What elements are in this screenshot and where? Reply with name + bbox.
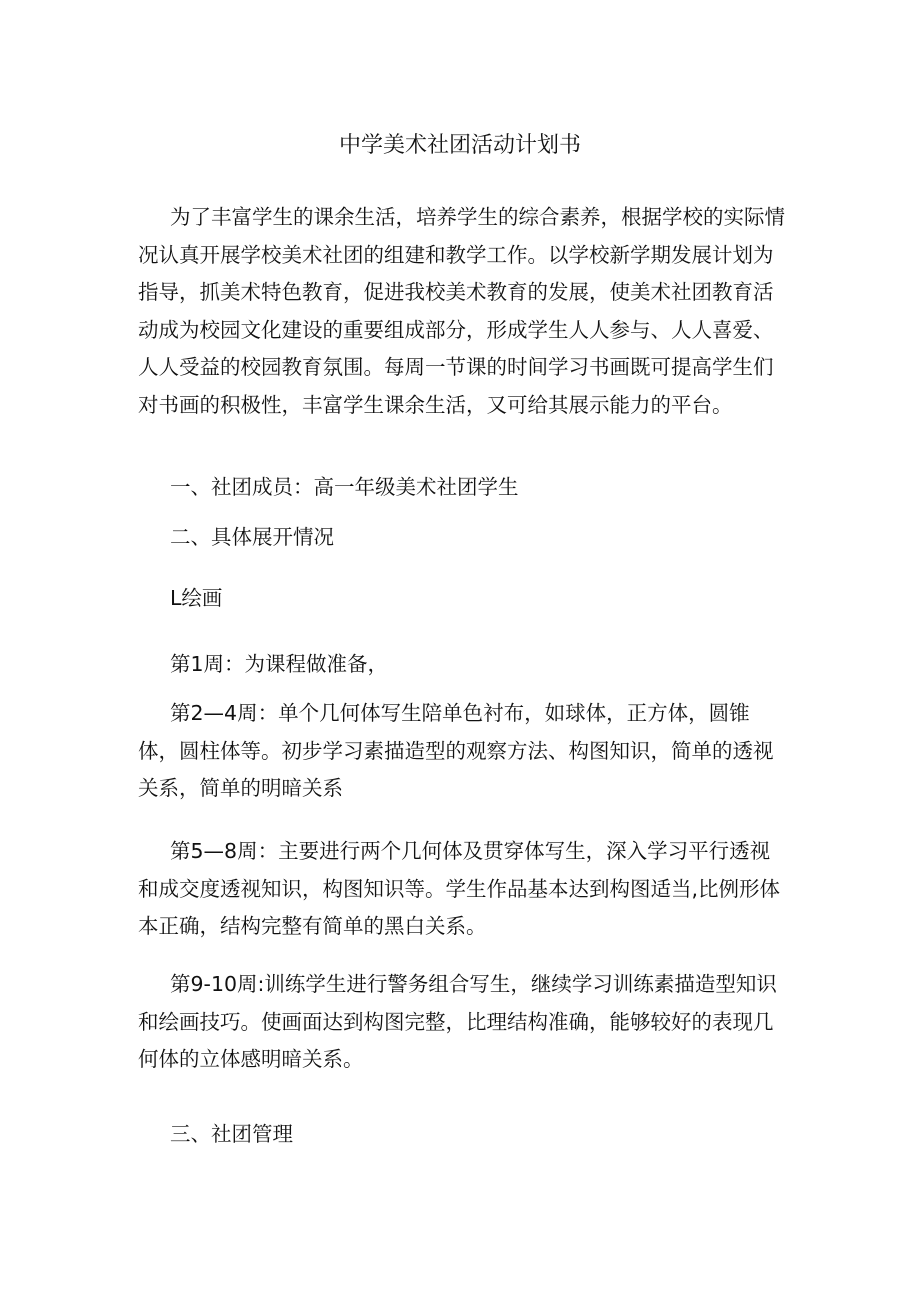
document-title: 中学美术社团活动计划书 [338,133,581,158]
section-details-heading: 二、具体展开情况 [170,525,334,549]
section-members-heading: 一、社团成员：高一年级美术社团学生 [170,475,519,499]
intro-paragraph: 为了丰富学生的课余生活，培养学生的综合素养，根据学校的实际情况认真开展学校美术社团的组建和教学工作。以学校新学期发展计划为指导，抓美术特色教育，促进我校美术教育的发展，使美术社团教育活动成为校园文化建设的重要组成部分，形成学生人人参与、人人喜爱、人人受益的校园教育氛围。每周一节课的时间学习书画既可提高学生们对书画的积极性，丰富学生课余生活，又可给其展示能力的平台。 [138,205,785,417]
week-9-10-plan: 第9-10周:训练学生进行警务组合写生，继续学习训练素描造型知识和绘画技巧。使画面达到构图完整，比理结构准确，能够较好的表现几何体的立体感明暗关系。 [138,972,777,1071]
week-2-4-plan: 第2—4周：单个几何体写生陪单色衬布，如球体，正方体，圆锥体，圆柱体等。初步学习素描造型的观察方法、构图知识，简单的透视关系，简单的明暗关系 [138,701,774,800]
section-management-heading: 三、社团管理 [170,1122,293,1146]
week-5-8-plan: 第5—8周：主要进行两个几何体及贯穿体写生，深入学习平行透视和成交度透视知识，构图知识等。学生作品基本达到构图适当,比例形体本正确，结构完整有简单的黑白关系。 [138,839,781,938]
week-1-plan: 第1周：为课程做准备， [170,652,389,676]
subsection-painting-heading: L绘画 [170,586,223,610]
